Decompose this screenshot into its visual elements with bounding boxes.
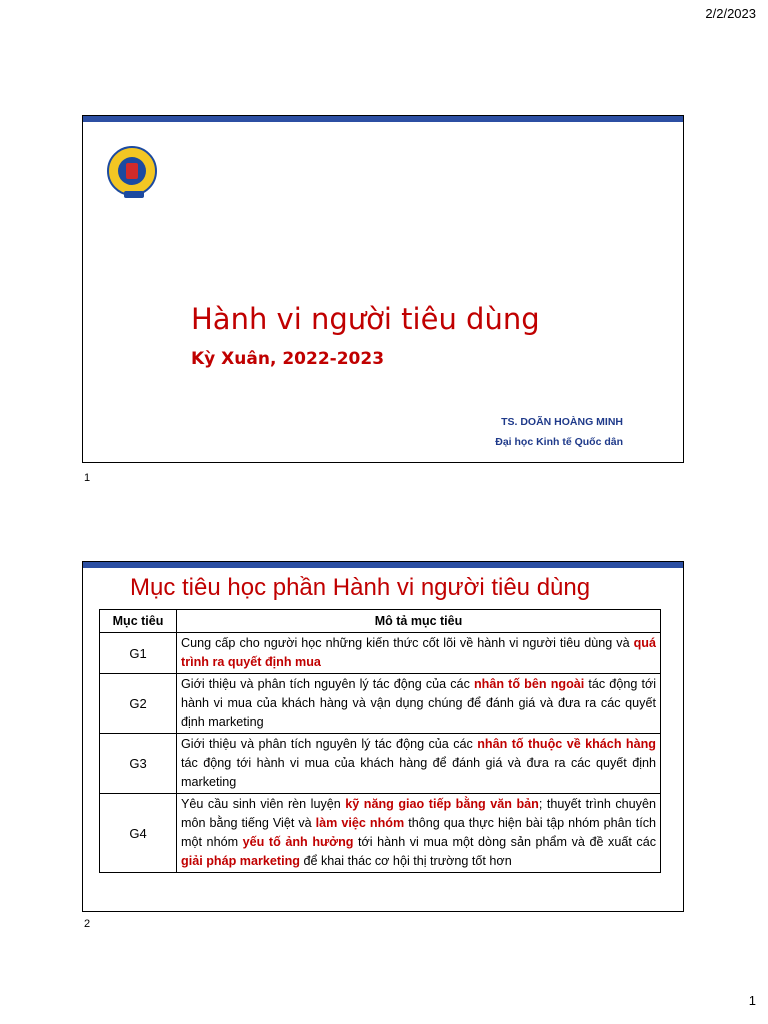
highlighted-phrase: nhân tố bên ngoài bbox=[473, 677, 585, 691]
description-text: Giới thiệu và phân tích nguyên lý tác động của các bbox=[181, 737, 478, 751]
highlighted-phrase: kỹ năng giao tiếp bằng văn bản bbox=[345, 797, 539, 811]
author-block bbox=[495, 412, 623, 452]
slide-title: Hành vi người tiêu dùng bbox=[191, 302, 540, 336]
objective-code: G3 bbox=[100, 734, 177, 794]
table-row bbox=[100, 633, 661, 674]
description-text: thông qua thực hiện bài tập nhóm phân tích một nhóm bbox=[181, 816, 656, 849]
description-text: Giới thiệu và phân tích nguyên lý tác động của các bbox=[181, 677, 474, 691]
table-header-row bbox=[100, 610, 661, 633]
author-name: TS. DOÃN HOÀNG MINH bbox=[501, 416, 623, 428]
description-text: Yêu cầu sinh viên rèn luyện bbox=[181, 797, 346, 811]
slide-top-bar bbox=[83, 116, 683, 122]
column-header-description: Mô tả mục tiêu bbox=[177, 610, 661, 633]
objective-description bbox=[177, 633, 661, 674]
slide-subtitle: Kỳ Xuân, 2022-2023 bbox=[191, 349, 385, 369]
title-slide bbox=[82, 115, 684, 463]
page-number: 1 bbox=[748, 993, 756, 1008]
highlighted-phrase: quá trình ra quyết định mua bbox=[181, 636, 656, 669]
highlighted-phrase: làm việc nhóm bbox=[315, 816, 405, 830]
table-row bbox=[100, 734, 661, 794]
description-text: tác động tới hành vi mua của khách hàng để đánh giá và đưa ra các quyết định marketing bbox=[181, 756, 656, 789]
objective-description bbox=[177, 794, 661, 873]
description-text: tới hành vi mua một dòng sản phẩm và đề xuất các bbox=[353, 835, 657, 849]
slide-number: 2 bbox=[84, 918, 91, 930]
slide-title: Mục tiêu học phần Hành vi người tiêu dùng bbox=[130, 574, 591, 601]
highlighted-phrase: nhân tố thuộc về khách hàng bbox=[477, 737, 656, 751]
objectives-table bbox=[99, 609, 661, 873]
objective-code: G1 bbox=[100, 633, 177, 674]
author-affiliation: Đại học Kinh tế Quốc dân bbox=[495, 436, 623, 448]
objectives-slide bbox=[82, 561, 684, 912]
slide-number: 1 bbox=[84, 472, 91, 484]
objective-code: G4 bbox=[100, 794, 177, 873]
description-text: Cung cấp cho người học những kiến thức cốt lõi về hành vi người tiêu dùng và bbox=[181, 636, 634, 650]
table-row bbox=[100, 674, 661, 734]
description-text: ; thuyết trình chuyên môn bằng tiếng Việt và bbox=[181, 797, 656, 830]
objective-code: G2 bbox=[100, 674, 177, 734]
description-text: tác động tới hành vi mua của khách hàng và vận dụng chúng để đánh giá và đưa ra các quyết định marketing bbox=[181, 677, 656, 729]
description-text: để khai thác cơ hội thị trường tốt hơn bbox=[299, 854, 512, 868]
table-row bbox=[100, 794, 661, 873]
university-seal-icon bbox=[107, 146, 157, 196]
table-body bbox=[100, 633, 661, 873]
highlighted-phrase: giải pháp marketing bbox=[181, 854, 300, 868]
page-date: 2/2/2023 bbox=[705, 6, 756, 21]
highlighted-phrase: yếu tố ảnh hưởng bbox=[242, 835, 354, 849]
slide-top-bar bbox=[83, 562, 683, 568]
objective-description bbox=[177, 674, 661, 734]
objective-description bbox=[177, 734, 661, 794]
column-header-code: Mục tiêu bbox=[100, 610, 177, 633]
